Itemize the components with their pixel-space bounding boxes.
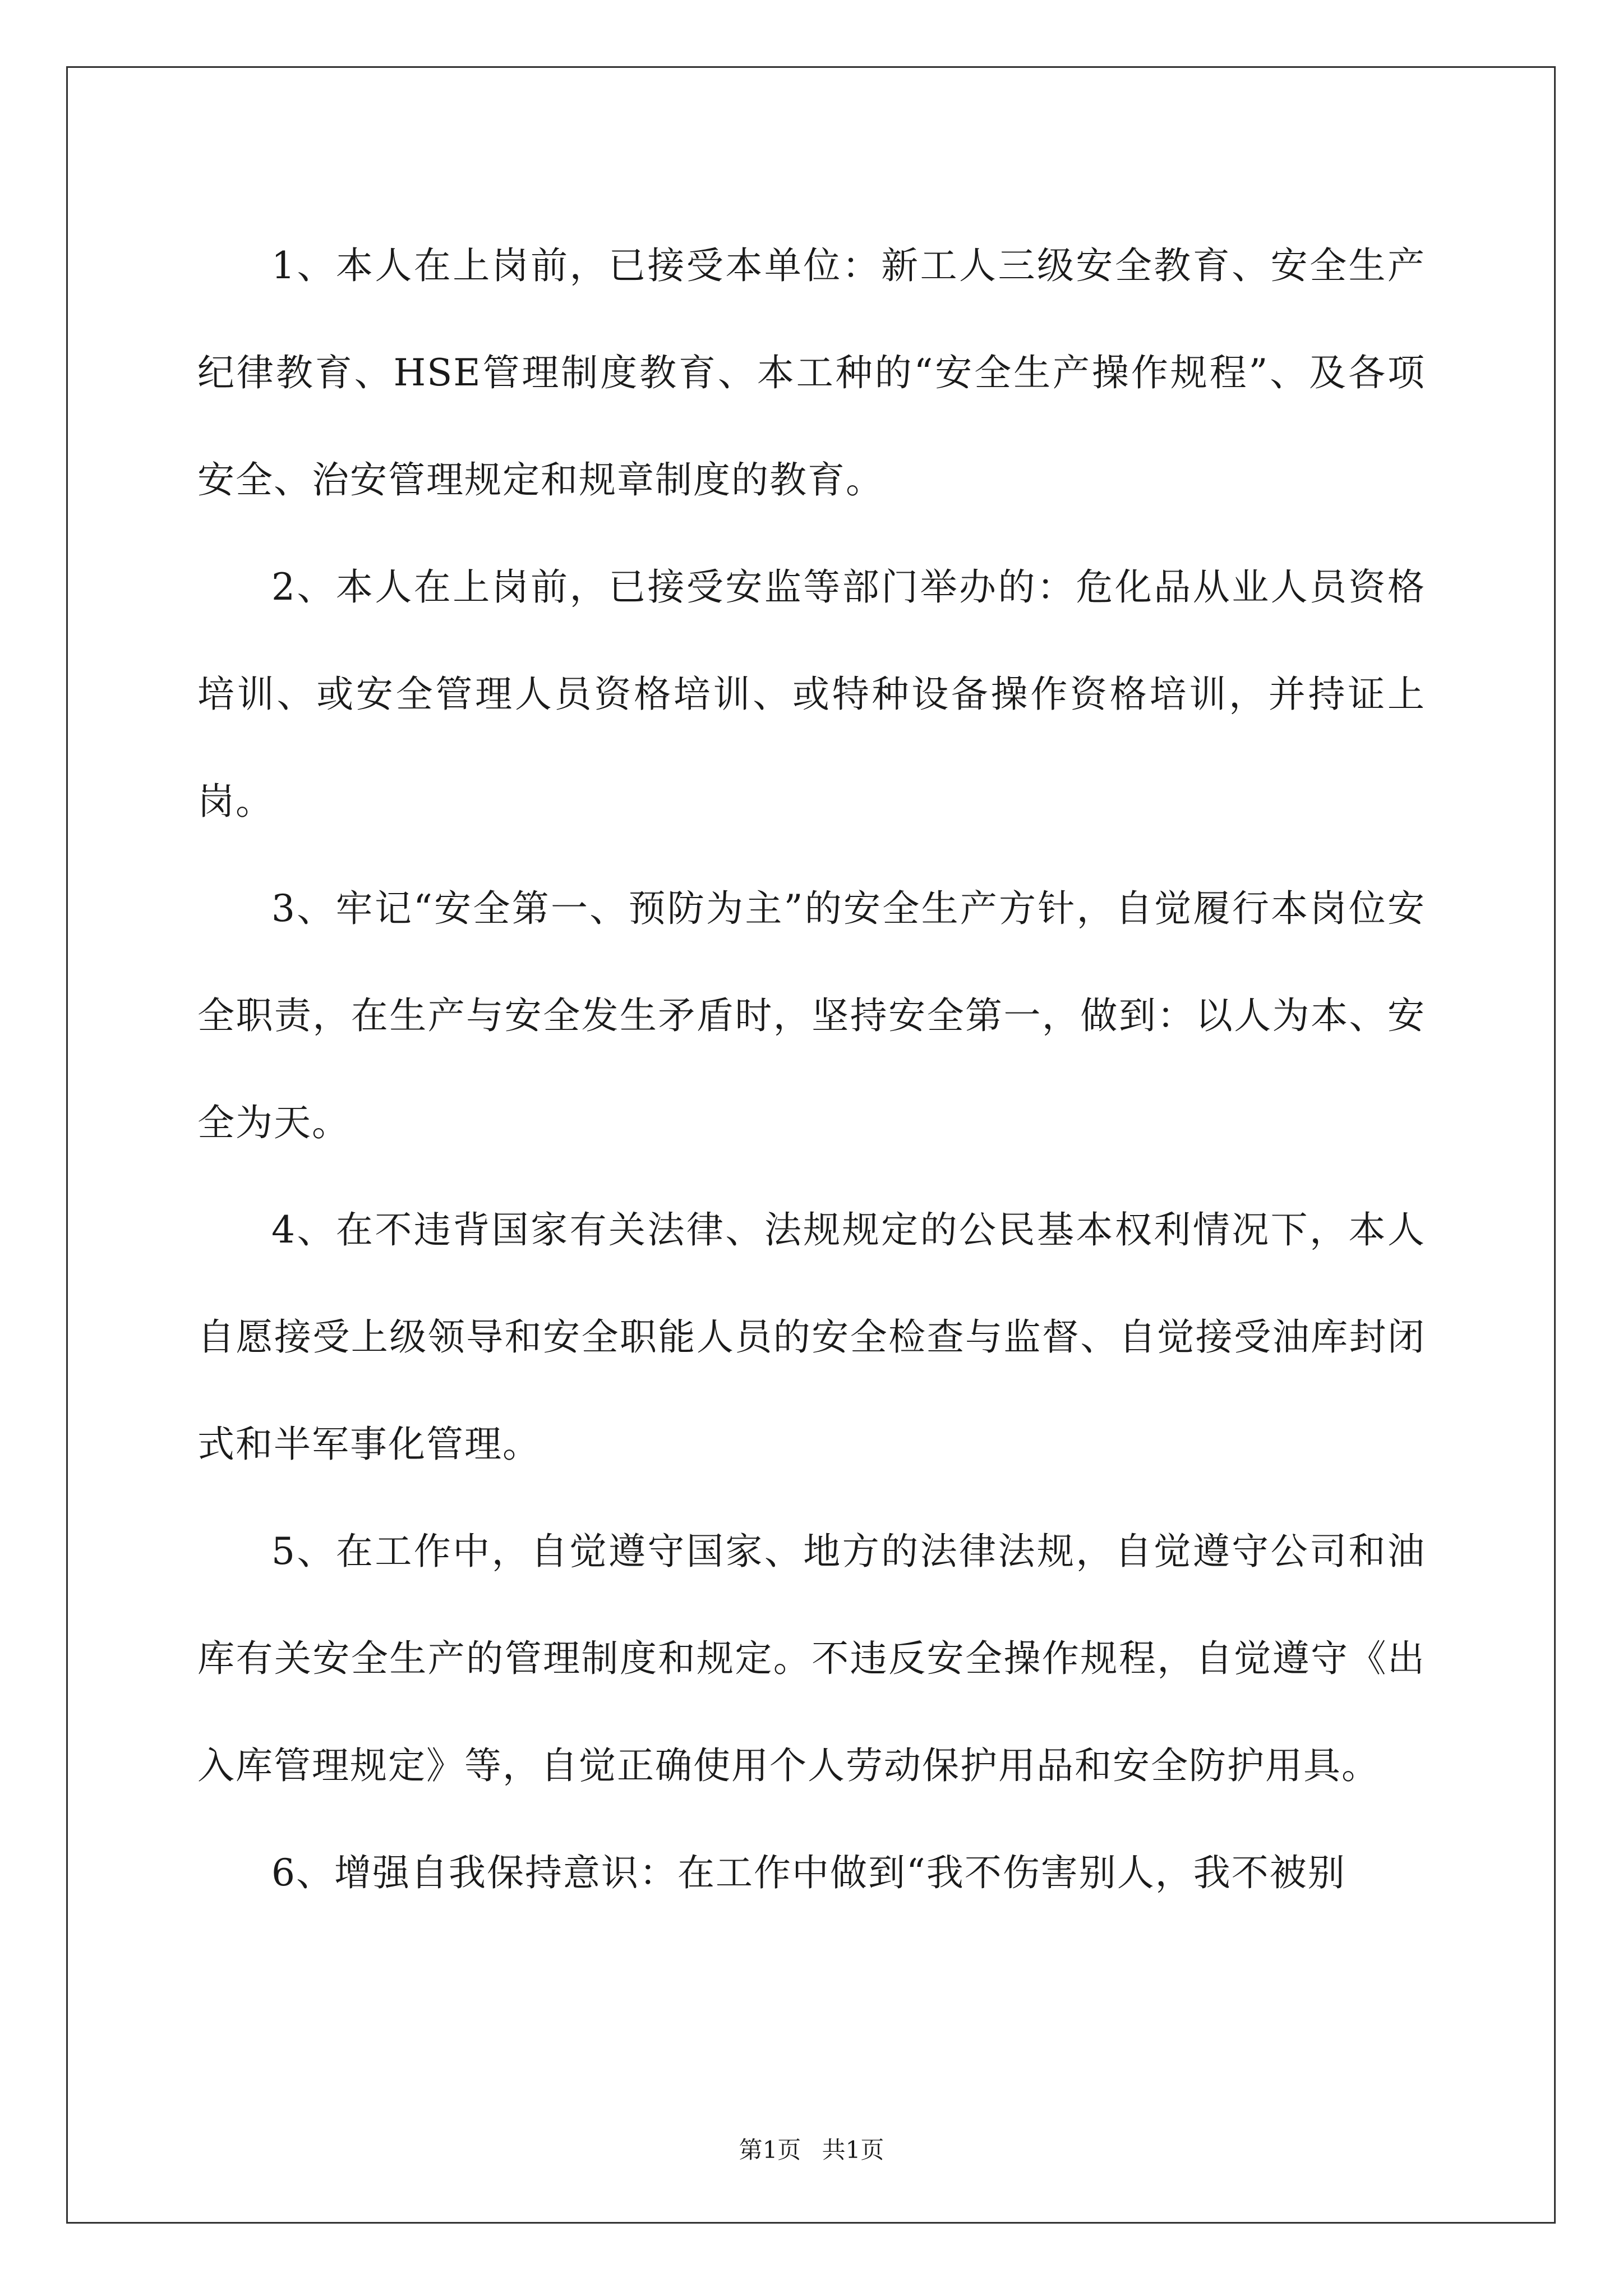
- page-total: 共1页: [822, 2136, 884, 2164]
- paragraph-3: 3、牢记“安全第一、预防为主”的安全生产方针，自觉履行本岗位安全职责，在生产与安全发生矛盾时，坚持安全第一，做到：以人为本、安全为天。: [197, 887, 1426, 1144]
- paragraph-5: 5、在工作中，自觉遵守国家、地方的法律法规，自觉遵守公司和油库有关安全生产的管理制度和规定。不违反安全操作规程，自觉遵守《出入库管理规定》等，自觉正确使用个人劳动保护用品和安全防护用具。: [197, 1530, 1426, 1787]
- paragraph-4: 4、在不违背国家有关法律、法规规定的公民基本权利情况下，本人自愿接受上级领导和安全职能人员的安全检查与监督、自觉接受油库封闭式和半军事化管理。: [197, 1208, 1426, 1466]
- paragraph-2: 2、本人在上岗前，已接受安监等部门举办的：危化品从业人员资格培训、或安全管理人员资格培训、或特种设备操作资格培训，并持证上岗。: [197, 565, 1426, 823]
- paragraph-6: 6、增强自我保持意识：在工作中做到“我不伤害别人，我不被别: [271, 1851, 1346, 1894]
- document-body: [197, 212, 1426, 1926]
- page-number: 第1页: [739, 2136, 801, 2164]
- paragraph-1: 1、本人在上岗前，已接受本单位：新工人三级安全教育、安全生产纪律教育、HSE管理制度教育、本工种的“安全生产操作规程”、及各项安全、治安管理规定和规章制度的教育。: [197, 244, 1426, 501]
- page-footer: [0, 2132, 1623, 2165]
